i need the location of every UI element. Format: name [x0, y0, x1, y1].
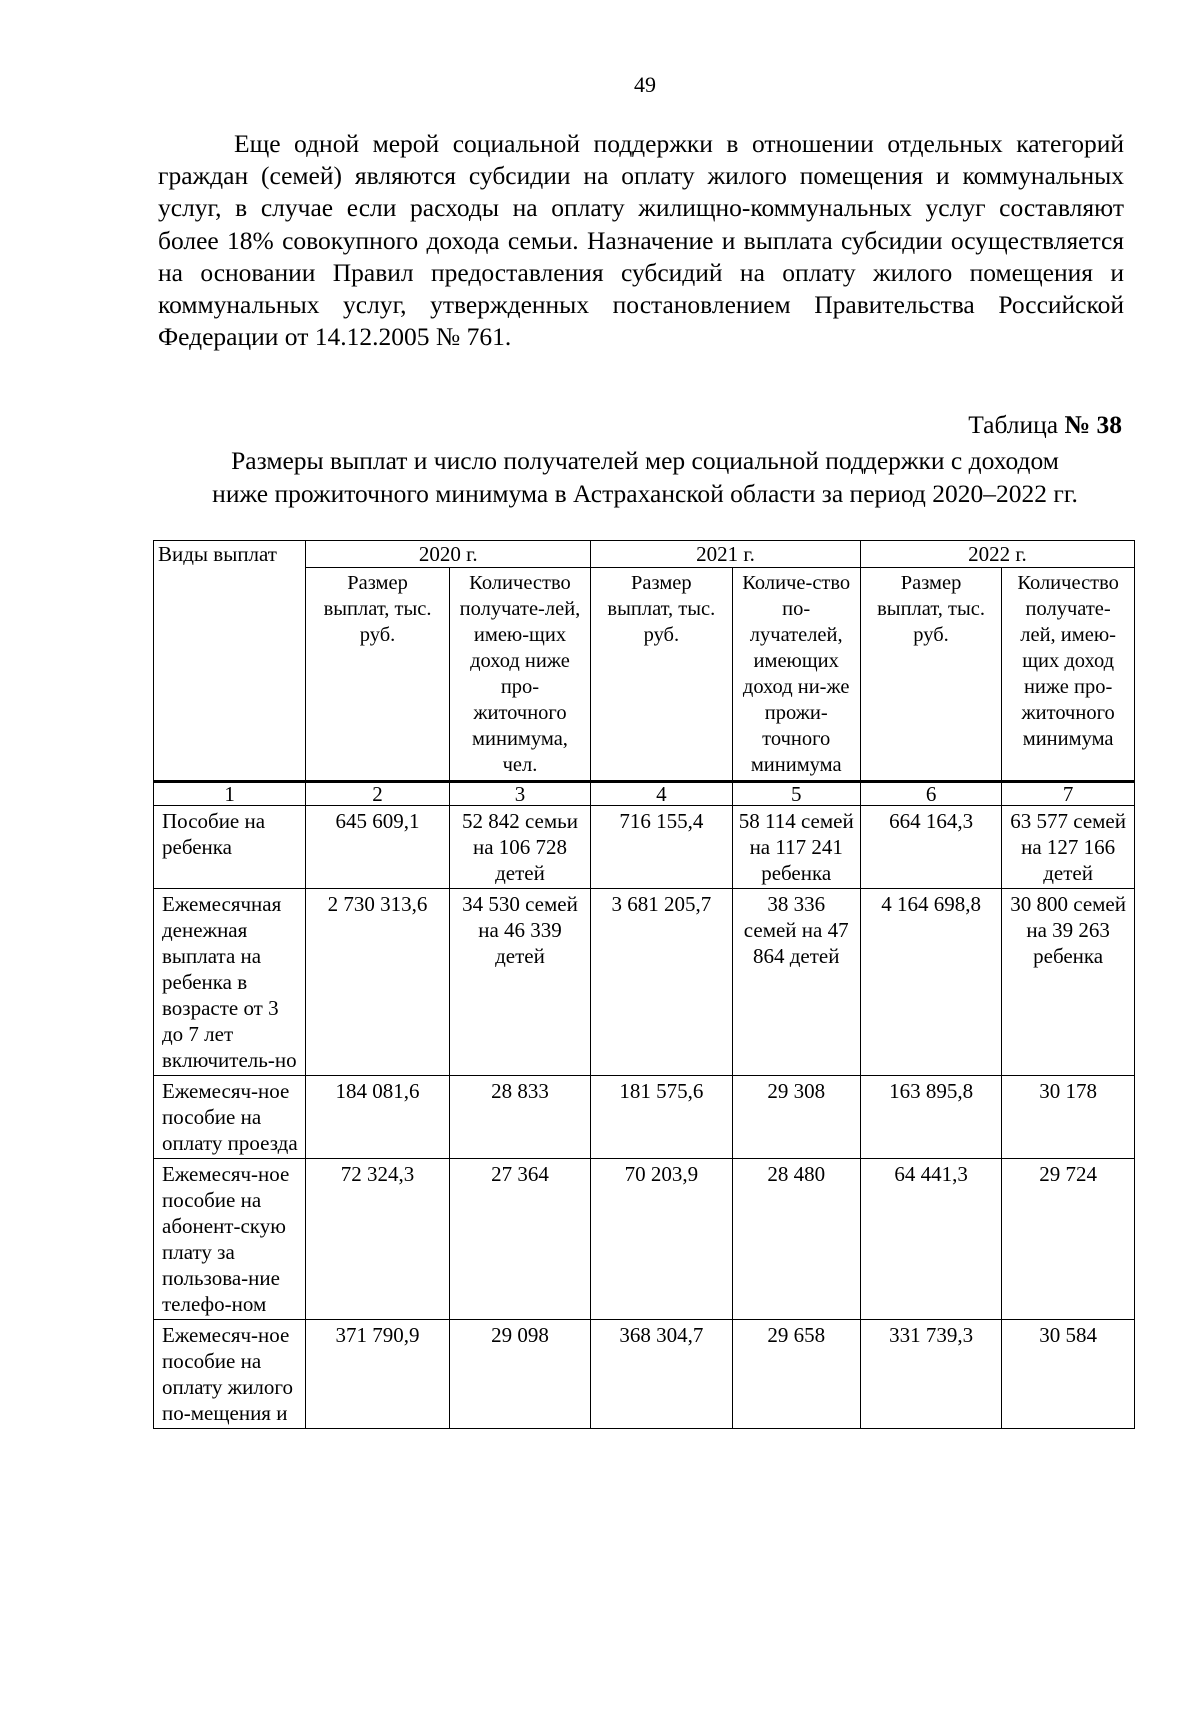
column-number: 3 [449, 782, 590, 806]
cell-2020-recipients: 29 098 [449, 1320, 590, 1429]
subheader-2022-recipients: Количество получате-лей, имею-щих доход ниже про-житочного минимума [1002, 568, 1135, 782]
cell-2022-recipients: 30 800 семей на 39 263 ребенка [1002, 889, 1135, 1076]
table-row [154, 1159, 1135, 1320]
cell-2021-recipients: 29 308 [732, 1076, 860, 1159]
cell-2020-amount: 371 790,9 [306, 1320, 450, 1429]
table-caption-line-1: Размеры выплат и число получателей мер социальной поддержки с доходом [231, 446, 1059, 475]
table-row [154, 889, 1135, 1076]
column-number: 5 [732, 782, 860, 806]
page-number: 49 [634, 72, 656, 97]
cell-2020-amount: 645 609,1 [306, 806, 450, 889]
table-header-row-years [154, 541, 1135, 568]
row-kind: Ежемесячная денежная выплата на ребенка в возрасте от 3 до 7 лет включитель-но [154, 889, 306, 1076]
subheader-2020-amount: Размер выплат, тыс. руб. [306, 568, 450, 782]
column-number: 2 [306, 782, 450, 806]
cell-2022-amount: 664 164,3 [860, 806, 1001, 889]
column-number: 6 [860, 782, 1001, 806]
subheader-2021-amount: Размер выплат, тыс. руб. [591, 568, 732, 782]
cell-2021-recipients: 58 114 семей на 117 241 ребенка [732, 806, 860, 889]
subheader-2021-recipients: Количе-ство по-лучателей, имеющих доход ни-же прожи-точного минимума [732, 568, 860, 782]
cell-2021-amount: 70 203,9 [591, 1159, 732, 1320]
cell-2020-recipients: 34 530 семей на 46 339 детей [449, 889, 590, 1076]
table-number-value: № 38 [1064, 410, 1122, 439]
cell-2022-recipients: 29 724 [1002, 1159, 1135, 1320]
cell-2022-amount: 331 739,3 [860, 1320, 1001, 1429]
cell-2020-recipients: 28 833 [449, 1076, 590, 1159]
header-year-2020: 2020 г. [306, 541, 591, 568]
cell-2020-recipients: 52 842 семьи на 106 728 детей [449, 806, 590, 889]
cell-2021-amount: 3 681 205,7 [591, 889, 732, 1076]
row-kind: Ежемесяч-ное пособие на абонент-скую плату за пользова-ние телефо-ном [154, 1159, 306, 1320]
cell-2021-recipients: 38 336 семей на 47 864 детей [732, 889, 860, 1076]
table-number [968, 410, 1122, 440]
cell-2020-recipients: 27 364 [449, 1159, 590, 1320]
table-row [154, 806, 1135, 889]
cell-2022-recipients: 63 577 семей на 127 166 детей [1002, 806, 1135, 889]
table-caption-line-2: ниже прожиточного минимума в Астраханской области за период 2020–2022 гг. [212, 479, 1078, 508]
cell-2022-amount: 4 164 698,8 [860, 889, 1001, 1076]
row-kind: Ежемесяч-ное пособие на оплату жилого по-мещения и [154, 1320, 306, 1429]
row-kind: Ежемесяч-ное пособие на оплату проезда [154, 1076, 306, 1159]
cell-2022-amount: 163 895,8 [860, 1076, 1001, 1159]
column-number: 7 [1002, 782, 1135, 806]
benefits-table [153, 540, 1135, 1429]
cell-2020-amount: 2 730 313,6 [306, 889, 450, 1076]
table-column-numbers [154, 782, 1135, 806]
cell-2021-amount: 368 304,7 [591, 1320, 732, 1429]
cell-2021-recipients: 28 480 [732, 1159, 860, 1320]
cell-2021-recipients: 29 658 [732, 1320, 860, 1429]
cell-2021-amount: 181 575,6 [591, 1076, 732, 1159]
table-row [154, 1076, 1135, 1159]
cell-2020-amount: 72 324,3 [306, 1159, 450, 1320]
subheader-2022-amount: Размер выплат, тыс. руб. [860, 568, 1001, 782]
table-label: Таблица [968, 410, 1059, 439]
table-caption [150, 444, 1140, 510]
subheader-2020-recipients: Количество получате-лей, имею-щих доход ниже про-житочного минимума, чел. [449, 568, 590, 782]
table-row [154, 1320, 1135, 1429]
cell-2022-recipients: 30 178 [1002, 1076, 1135, 1159]
cell-2022-amount: 64 441,3 [860, 1159, 1001, 1320]
column-number: 4 [591, 782, 732, 806]
cell-2020-amount: 184 081,6 [306, 1076, 450, 1159]
header-year-2021: 2021 г. [591, 541, 861, 568]
header-kind: Виды выплат [154, 541, 306, 782]
cell-2022-recipients: 30 584 [1002, 1320, 1135, 1429]
row-kind: Пособие на ребенка [154, 806, 306, 889]
header-year-2022: 2022 г. [860, 541, 1134, 568]
column-number: 1 [154, 782, 306, 806]
cell-2021-amount: 716 155,4 [591, 806, 732, 889]
body-paragraph: Еще одной мерой социальной поддержки в отношении отдельных категорий граждан (семей) являются субсидии на оплату жилого помещения и коммунальных услуг, в случае если расходы на оплату жилищно-коммунальных услуг составляют более 18% совокупного дохода семьи. Назначение и выплата субсидии осуществляется на основании Правил предоставления субсидий на оплату жилого помещения и коммунальных услуг, утвержденных постановлением Правительства Российской Федерации от 14.12.2005 № 761. [158, 129, 1124, 352]
